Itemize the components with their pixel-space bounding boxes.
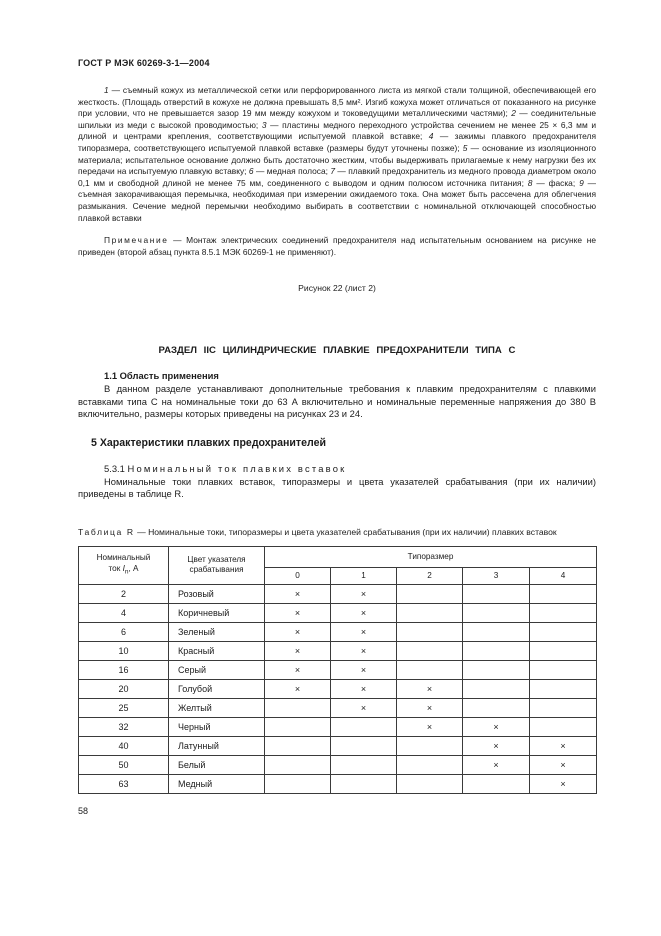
size-0-mark-cell: × — [265, 622, 331, 641]
size-0-mark-cell — [265, 717, 331, 736]
size-3-mark-cell — [463, 622, 530, 641]
table-row — [79, 698, 597, 717]
rated-current-cell: 16 — [79, 660, 169, 679]
indicator-color-cell: Серый — [169, 660, 265, 679]
section-title: РАЗДЕЛ IIC ЦИЛИНДРИЧЕСКИЕ ПЛАВКИЕ ПРЕДОХРАНИТЕЛИ ТИПА С — [158, 345, 516, 357]
col-header-size-group: Типоразмер — [265, 546, 597, 567]
size-4-mark-cell — [530, 622, 597, 641]
clause-5-3-1-text: Номинальные токи плавких вставок, типоразмеры и цвета указателей срабатывания (при их наличии) приведены в таблице R. — [78, 475, 596, 500]
indicator-color-cell: Голубой — [169, 679, 265, 698]
note-label: Примечание — [104, 235, 169, 246]
col-header-size-3: 3 — [463, 567, 530, 584]
size-3-mark-cell: × — [463, 755, 530, 774]
table-row — [79, 641, 597, 660]
page-number: 58 — [78, 805, 89, 816]
rated-current-cell: 40 — [79, 736, 169, 755]
scope-heading: 1.1 Область применения — [104, 370, 219, 382]
indicator-color-cell: Черный — [169, 717, 265, 736]
table-caption-label: Таблица R — [78, 527, 135, 538]
size-2-mark-cell: × — [397, 679, 463, 698]
size-3-mark-cell — [463, 660, 530, 679]
rated-current-cell: 25 — [79, 698, 169, 717]
figure-note — [78, 235, 596, 258]
size-1-mark-cell: × — [331, 660, 397, 679]
table-row — [79, 774, 597, 793]
size-2-mark-cell: × — [397, 717, 463, 736]
indicator-color-cell: Белый — [169, 755, 265, 774]
size-0-mark-cell: × — [265, 660, 331, 679]
table-header — [79, 546, 597, 584]
size-2-mark-cell — [397, 755, 463, 774]
clause-number: 5.3.1 — [104, 462, 125, 474]
size-1-mark-cell — [331, 774, 397, 793]
size-1-mark-cell — [331, 755, 397, 774]
size-0-mark-cell — [265, 736, 331, 755]
size-2-mark-cell — [397, 641, 463, 660]
size-1-mark-cell — [331, 717, 397, 736]
scope-paragraph: В данном разделе устанавливают дополнительные требования к плавким предохранителям с плавкими вставками типа С на номинальные токи до 63 А включительно и номинальные переменные напряжения до 380 В включительно, размеры которых приведены на рисунках 23 и 24. — [78, 383, 596, 419]
rated-current-cell: 32 — [79, 717, 169, 736]
size-2-mark-cell — [397, 736, 463, 755]
table-row — [79, 736, 597, 755]
size-3-mark-cell — [463, 698, 530, 717]
indicator-color-cell: Желтый — [169, 698, 265, 717]
size-4-mark-cell — [530, 717, 597, 736]
size-3-mark-cell: × — [463, 717, 530, 736]
rated-current-cell: 6 — [79, 622, 169, 641]
table-row — [79, 622, 597, 641]
indicator-color-cell: Латунный — [169, 736, 265, 755]
document-header: ГОСТ Р МЭК 60269-3-1—2004 — [78, 58, 210, 68]
size-0-mark-cell: × — [265, 641, 331, 660]
size-1-mark-cell: × — [331, 641, 397, 660]
table-r — [78, 546, 597, 794]
col-header-size-0: 0 — [265, 567, 331, 584]
size-2-mark-cell — [397, 622, 463, 641]
size-4-mark-cell — [530, 641, 597, 660]
size-4-mark-cell: × — [530, 774, 597, 793]
size-4-mark-cell: × — [530, 755, 597, 774]
col-header-indicator-color: Цвет указателя срабатывания — [169, 546, 265, 584]
size-1-mark-cell: × — [331, 584, 397, 603]
size-1-mark-cell: × — [331, 622, 397, 641]
table-row — [79, 660, 597, 679]
rated-current-cell: 10 — [79, 641, 169, 660]
indicator-color-cell: Зеленый — [169, 622, 265, 641]
figure-description-text: 1 — съемный кожух из металлической сетки или перфорированного листа из мягкой стали толщиной, обеспечивающей его жесткость. (Площадь отверстий в кожухе не должна превышать 8,5 мм². Изгиб кожуха может отличаться от показанного на рисунке при условии, что не превышается зазор 19 мм между кожухом и токоведущими металлическими частями); 2 — соединительные шпильки из меди с высокой проводимостью; 3 — пластины медного переходного устройства сечением не менее 25 × 6,3 мм и длиной и центрами крепления, соответствующими испытуемой плавкой вставке; 4 — зажимы плавкого предохранителя типоразмера, соответствующего испытуемой плавкой вставке (размеры будут уточнены позже); 5 — основание из изоляционного материала; испытательное основание должно быть достаточно жестким, чтобы выдерживать прилагаемые к нему нагрузки без их передачи на испытуемую плавкую вставку; 6 — медная полоса; 7 — плавкий предохранитель из медного провода диаметром около 0,1 мм и свободной длиной не менее 75 мм, соединенного с выводом и одним полюсом источника питания; 8 — фаска; 9 — съемная закорачивающая перемычка, необходимая при измерении ожидаемого тока. Она может быть рассечена для облегчения размыкания. Сечение медной перемычки необходимо выбирать в соответствии с номинальной отключающей способностью плавкой вставки — [78, 85, 596, 223]
size-2-mark-cell — [397, 660, 463, 679]
size-3-mark-cell — [463, 679, 530, 698]
table-caption-text: — Номинальные токи, типоразмеры и цвета указателей срабатывания (при их наличии) плавких вставок — [137, 527, 557, 538]
indicator-color-cell: Красный — [169, 641, 265, 660]
size-1-mark-cell: × — [331, 698, 397, 717]
table-row — [79, 584, 597, 603]
rated-current-cell: 4 — [79, 603, 169, 622]
rated-current-cell: 63 — [79, 774, 169, 793]
size-4-mark-cell — [530, 603, 597, 622]
col-header-size-4: 4 — [530, 567, 597, 584]
size-1-mark-cell — [331, 736, 397, 755]
table-row — [79, 603, 597, 622]
size-3-mark-cell: × — [463, 736, 530, 755]
size-1-mark-cell: × — [331, 603, 397, 622]
indicator-color-cell: Розовый — [169, 584, 265, 603]
rated-current-cell: 50 — [79, 755, 169, 774]
size-0-mark-cell: × — [265, 584, 331, 603]
table-row — [79, 755, 597, 774]
size-2-mark-cell: × — [397, 698, 463, 717]
col-header-size-1: 1 — [331, 567, 397, 584]
size-2-mark-cell — [397, 584, 463, 603]
size-0-mark-cell — [265, 774, 331, 793]
size-0-mark-cell — [265, 698, 331, 717]
size-4-mark-cell — [530, 679, 597, 698]
size-4-mark-cell — [530, 698, 597, 717]
size-2-mark-cell — [397, 774, 463, 793]
indicator-color-cell: Коричневый — [169, 603, 265, 622]
table-row — [79, 679, 597, 698]
col-header-rated-current: Номинальный ток $I_n$, А — [79, 546, 169, 584]
table-caption — [78, 527, 596, 539]
size-3-mark-cell — [463, 774, 530, 793]
size-4-mark-cell — [530, 660, 597, 679]
note-text: — Монтаж электрических соединений предохранителя над испытательным основанием на рисунке не приведен (второй абзац пункта 8.5.1 МЭК 60269-1 не применяют). — [78, 235, 596, 257]
size-1-mark-cell: × — [331, 679, 397, 698]
chapter-5-heading: 5 Характеристики плавких предохранителей — [91, 436, 326, 449]
size-2-mark-cell — [397, 603, 463, 622]
rated-current-cell: 2 — [79, 584, 169, 603]
table-body — [79, 584, 597, 793]
size-0-mark-cell: × — [265, 603, 331, 622]
size-0-mark-cell — [265, 755, 331, 774]
size-3-mark-cell — [463, 641, 530, 660]
rated-current-cell: 20 — [79, 679, 169, 698]
clause-5-3-1-heading — [104, 463, 596, 474]
size-0-mark-cell: × — [265, 679, 331, 698]
size-3-mark-cell — [463, 584, 530, 603]
col-header-size-2: 2 — [397, 567, 463, 584]
size-4-mark-cell: × — [530, 736, 597, 755]
table-row — [79, 717, 597, 736]
indicator-color-cell: Медный — [169, 774, 265, 793]
figure-label: Рисунок 22 (лист 2) — [298, 283, 376, 294]
size-4-mark-cell — [530, 584, 597, 603]
size-3-mark-cell — [463, 603, 530, 622]
clause-title: Номинальный ток плавких вставок — [127, 462, 347, 474]
